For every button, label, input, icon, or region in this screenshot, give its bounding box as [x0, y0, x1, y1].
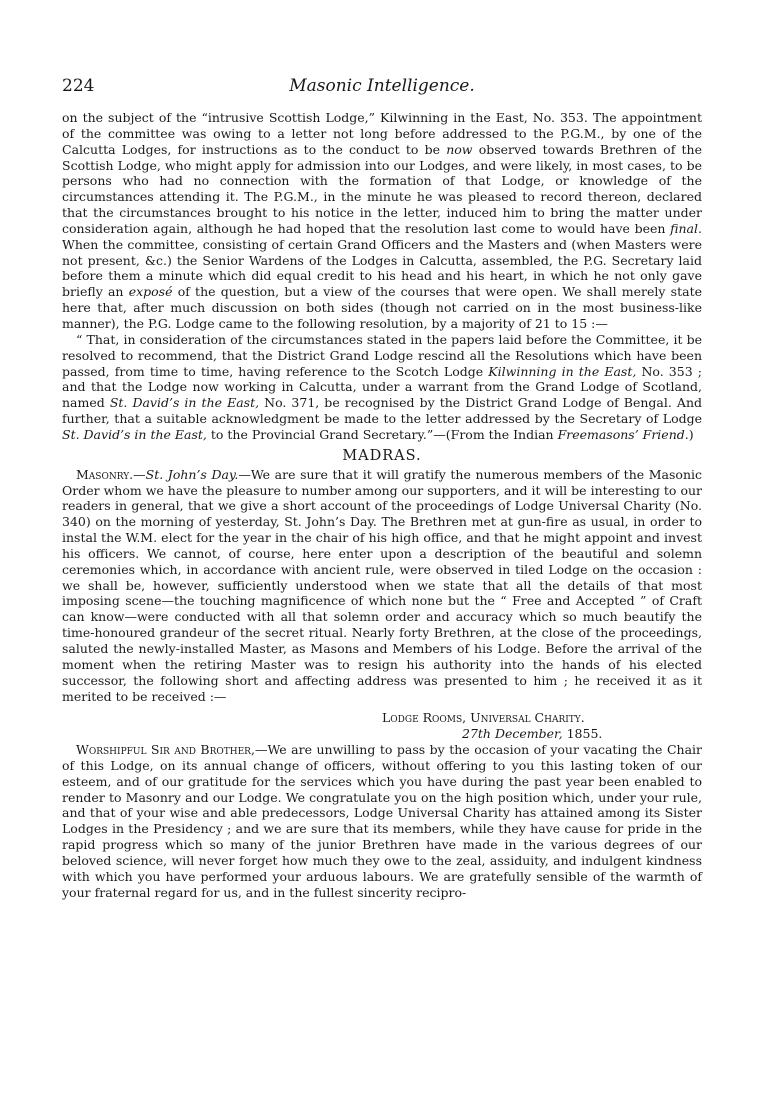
emphasis-final: final: [670, 220, 699, 236]
paragraph-letter: [62, 742, 702, 900]
text-run: No. 371, be recognised by the District Grand Lodge of Bengal. And further, that a suitable acknowledgment be made to the letter addressed by the Secretary of Lodge: [62, 395, 703, 427]
lodge-name-st-davids: St. David’s in the East,: [62, 426, 207, 442]
paragraph-madras: [62, 467, 702, 705]
date-year: 1855.: [562, 726, 603, 742]
text-run: on the subject of the “intrusive Scottish Lodge,” Kilwinning in the East, No. 353. The appointment of the committee was owing to a letter not long before addressed to the P.G.M., by one of the Calcutta Lodges, for instructions as to the conduct to be: [62, 110, 702, 157]
running-title: Masonic Intelligence.: [289, 76, 475, 96]
section-heading-madras: MADRAS.: [342, 447, 422, 464]
text-run: ): [688, 426, 694, 442]
running-head: [62, 76, 702, 104]
text-run: —We are unwilling to pass by the occasion of your vacating the Chair of this Lodge, on its annual change of officers, without offering to you this lasting token of our esteem, and of our gratitude for the services which you have during the past year been enabled to render to Masonry and our Lodge. We congratulate you on the high position which, under your rule, and that of your wise and able predecessors, Lodge Universal Charity has attained among its Sister Lodges in the Presidency ; and we are sure that its members, while they have cause for pride in the rapid progress which so many of the junior Brethren have made in the various degrees of our beloved science, will never forget how much they owe to the zeal, assiduity, and indulgent kindness with which you have performed your arduous labours. We are gratefully sensible of the warmth of your fraternal regard for us, and in the fullest sincerity recipro-: [62, 742, 702, 900]
run-in-heading: Masonry.: [76, 466, 134, 482]
text-run: No. 353 ; and that the Lodge now working in Calcutta, under a warrant from the Grand Lodge of Scotland, named: [62, 363, 702, 411]
text-run: of the question, but a view of the courses that were open. We shall merely state here that, after much discussion on both sides (though not carried on in the most business-like manner), the P.G. Lodge came to the following resolution, by a majority of 21 to 15 :—: [62, 284, 702, 331]
text-run: —: [133, 466, 146, 482]
date-day: 27th December,: [462, 726, 563, 742]
letter-date: [462, 726, 702, 742]
text-run: . When the committee, consisting of certain Grand Officers and the Masters and (when Masters were not present, &c.) the Senior Wardens of the Lodges in Calcutta, assembled, the P.G. Secretary laid before them a minute which did equal credit to his head and his heart, in which he not only gave briefly an: [62, 220, 702, 300]
letter-address: Lodge Rooms, Universal Charity.: [382, 710, 585, 726]
text-run: to the Provincial Grand Secretary.”—(From the Indian: [206, 426, 558, 442]
run-in-subheading: St. John’s Day.: [145, 466, 239, 482]
source-title: Freemasons’ Friend.: [557, 426, 689, 442]
page: [62, 76, 702, 901]
lodge-name-kilwinning: Kilwinning in the East,: [488, 363, 637, 379]
paragraph-resolution: [62, 332, 702, 443]
text-run: observed towards Brethren of the Scottish Lodge, who might apply for admission into our Lodges, and were likely, in most cases, to be persons who had no connection with the formation of that Lodge, or knowledge of the circumstances attending it. The P.G.M., in the minute he was pleased to record thereon, declared that the circumstances brought to his notice in the letter, induced him to bring the matter under consideration again, although he had hoped that the resolution last come to would have been: [62, 141, 702, 236]
emphasis-now: now: [446, 141, 473, 157]
text-run: “ That, in consideration of the circumstances stated in the papers laid before the Committee, it be resolved to recommend, that the District Grand Lodge rescind all the Resolutions which have been passed, from time to time, having reference to the Scotch Lodge: [62, 331, 702, 379]
paragraph-committee: [62, 110, 702, 332]
text-run: —We are sure that it will gratify the numerous members of the Masonic Order whom we have the pleasure to number among our supporters, and it will be interesting to our readers in general, that we give a short account of the proceedings of Lodge Universal Charity (No. 340) on the morning of yesterday, St. John’s Day. The Brethren met at gun-fire as usual, in order to instal the W.M. elect for the year in the chair of his high office, and that he might appoint and invest his officers. We cannot, of course, here enter upon a description of the beautiful and solemn ceremonies which, in accordance with ancient rule, were observed in tiled Lodge on the occasion : we shall be, however, sufficiently understood when we state that all the details of that most imposing scene—the touching magnificence of which none but the “ Free and Accepted ” of Craft can know—were conducted with all that solemn order and accuracy which so much beautify the time-honoured grandeur of the secret ritual. Nearly forty Brethren, at the close of the proceedings, saluted the newly-installed Master, as Masons and Members of his Lodge. Before the arrival of the moment when the retiring Master was to resign his authority into the hands of his elected successor, the following short and affecting address was presented to him ; he received it as it merited to be received :—: [62, 466, 702, 704]
page-number: 224: [62, 76, 95, 96]
salutation: Worshipful Sir and Brother,: [76, 742, 255, 758]
lodge-name-st-davids: St. David’s in the East,: [109, 395, 260, 411]
emphasis-expose: exposé: [128, 284, 173, 300]
article-body: [62, 110, 702, 901]
